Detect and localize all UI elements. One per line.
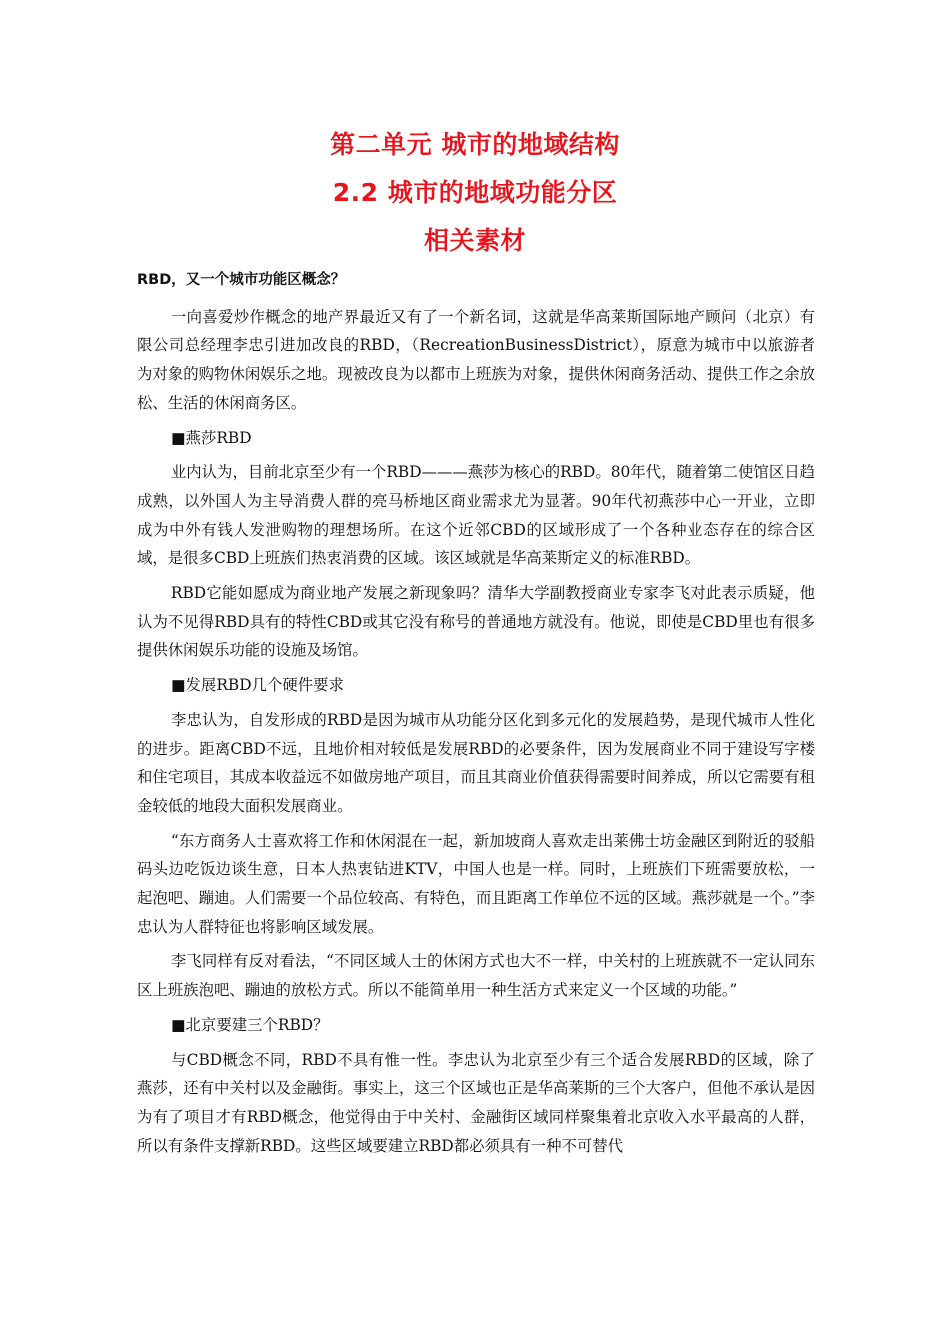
paragraph: 李飞同样有反对看法，“不同区域人士的休闲方式也大不一样，中关村的上班族就不一定认同东区上班族泡吧、蹦迪的放松方式。所以不能简单用一种生活方式来定义一个区域的功能。” <box>137 952 815 1000</box>
article-body <box>137 266 815 1166</box>
subheading-three-rbd: ■北京要建三个RBD？ <box>171 1015 329 1034</box>
paragraph: 与CBD概念不同，RBD不具有惟一性。李忠认为北京至少有三个适合发展RBD的区域，除了燕莎，还有中关村以及金融街。事实上，这三个区域也正是华高莱斯的三个大客户，但他不承认是因为有了项目才有RBD概念，他觉得由于中关村、金融街区域同样聚集着北京收入水平最高的人群，所以有条件支撑新RBD。这些区域要建立RBD都必须具有一种不可替代 <box>137 1050 815 1155</box>
subheading-yansha: ■燕莎RBD <box>171 428 252 447</box>
section-title: 2.2 城市的地域功能分区 <box>332 178 618 207</box>
paragraph: 李忠认为，自发形成的RBD是因为城市从功能分区化到多元化的发展趋势，是现代城市人性化的进步。距离CBD不远，且地价相对较低是发展RBD的必要条件，因为发展商业不同于建设写字楼和住宅项目，其成本收益远不如做房地产项目，而且其商业价值获得需要时间养成，所以它需要有租金较低的地段大面积发展商业。 <box>137 710 815 815</box>
subheading-requirements: ■发展RBD几个硬件要求 <box>171 676 344 695</box>
paragraph: 业内认为，目前北京至少有一个RBD———燕莎为核心的RBD。80年代，随着第二使馆区日趋成熟，以外国人为主导消费人群的亮马桥地区商业需求尤为显著。90年代初燕莎中心一开业，立即成为中外有钱人发泄购物的理想场所。在这个近邻CBD的区域形成了一个各种业态存在的综合区域，是很多CBD上班族们热衷消费的区域。该区域就是华高莱斯定义的标准RBD。 <box>137 463 815 568</box>
paragraph: 一向喜爱炒作概念的地产界最近又有了一个新名词，这就是华高莱斯国际地产顾问（北京）有限公司总经理李忠引进加改良的RBD，（RecreationBusinessDistrict），原意为城市中以旅游者为对象的购物休闲娱乐之地。现被改良为以都市上班族为对象，提供休闲商务活动、提供工作之余放松、生活的休闲商务区。 <box>137 307 815 412</box>
material-title: 相关素材 <box>423 226 526 255</box>
article-heading: RBD，又一个城市功能区概念？ <box>137 272 346 288</box>
unit-title: 第二单元 城市的地域结构 <box>330 130 620 159</box>
paragraph: “东方商务人士喜欢将工作和休闲混在一起，新加坡商人喜欢走出莱佛士坊金融区到附近的驳船码头边吃饭边谈生意，日本人热衷钻进KTV，中国人也是一样。同时，上班族们下班需要放松，一起泡吧、蹦迪。人们需要一个品位较高、有特色，而且距离工作单位不远的区域。燕莎就是一个。”李忠认为人群特征也将影响区域发展。 <box>137 831 815 936</box>
paragraph: RBD它能如愿成为商业地产发展之新现象吗？清华大学副教授商业专家李飞对此表示质疑，他认为不见得RBD具有的特性CBD或其它没有称号的普通地方就没有。他说，即使是CBD里也有很多提供休闲娱乐功能的设施及场馆。 <box>137 584 815 660</box>
